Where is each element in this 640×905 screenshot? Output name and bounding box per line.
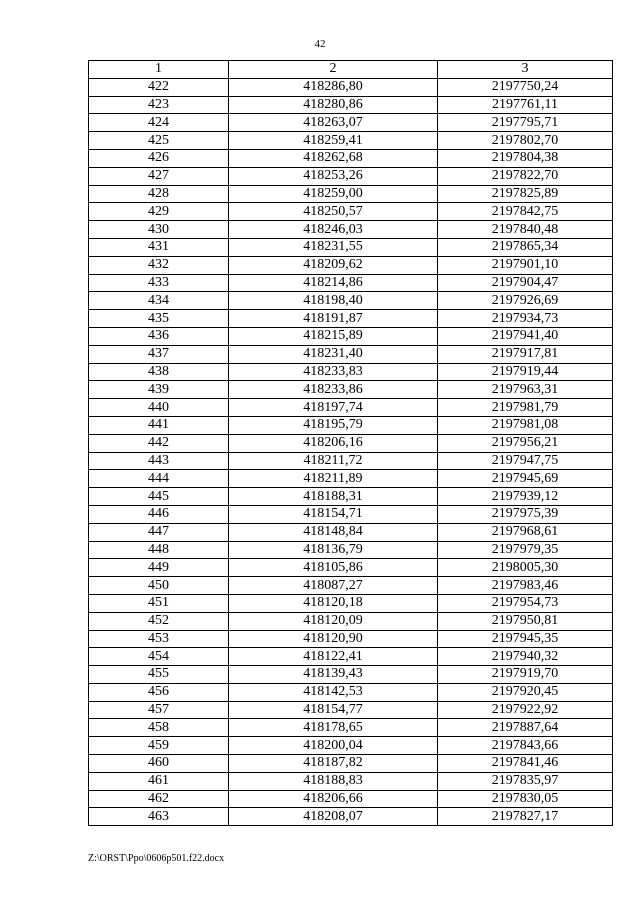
table-cell-col-1: 439 [89,381,229,399]
table-cell-col-3: 2197981,08 [438,416,613,434]
table-row [89,701,613,719]
table-cell-col-2: 418136,79 [229,541,438,559]
table-row [89,434,613,452]
table-cell-col-2: 418120,09 [229,612,438,630]
table-row [89,719,613,737]
table-cell-col-3: 2197904,47 [438,274,613,292]
table-row [89,755,613,773]
table-cell-col-2: 418233,86 [229,381,438,399]
table-header [89,61,613,79]
table-cell-col-2: 418211,89 [229,470,438,488]
table-row [89,78,613,96]
table-cell-col-2: 418178,65 [229,719,438,737]
table-cell-col-1: 430 [89,221,229,239]
table-row [89,470,613,488]
table-row [89,577,613,595]
table-row [89,96,613,114]
table-cell-col-1: 434 [89,292,229,310]
table-cell-col-1: 432 [89,256,229,274]
table-row [89,612,613,630]
table-cell-col-2: 418154,71 [229,505,438,523]
table-cell-col-3: 2197827,17 [438,808,613,826]
table-cell-col-1: 453 [89,630,229,648]
table-row [89,310,613,328]
table-cell-col-1: 456 [89,683,229,701]
table-cell-col-2: 418246,03 [229,221,438,239]
table-cell-col-3: 2197968,61 [438,523,613,541]
table-cell-col-1: 448 [89,541,229,559]
table-row [89,256,613,274]
table-cell-col-2: 418211,72 [229,452,438,470]
coordinates-table [88,60,613,826]
table-cell-col-3: 2197795,71 [438,114,613,132]
table-cell-col-3: 2197939,12 [438,488,613,506]
table-cell-col-3: 2197979,35 [438,541,613,559]
table-cell-col-1: 429 [89,203,229,221]
table-row [89,772,613,790]
table-header-row [89,61,613,79]
table-cell-col-3: 2197920,45 [438,683,613,701]
table-cell-col-1: 435 [89,310,229,328]
table-cell-col-2: 418280,86 [229,96,438,114]
table-cell-col-2: 418214,86 [229,274,438,292]
table-body [89,78,613,825]
table-cell-col-2: 418148,84 [229,523,438,541]
table-cell-col-2: 418087,27 [229,577,438,595]
table-cell-col-2: 418263,07 [229,114,438,132]
table-cell-col-3: 2197926,69 [438,292,613,310]
table-cell-col-3: 2197843,66 [438,737,613,755]
table-cell-col-2: 418105,86 [229,559,438,577]
table-cell-col-3: 2197945,35 [438,630,613,648]
table-cell-col-2: 418188,83 [229,772,438,790]
table-cell-col-1: 457 [89,701,229,719]
footer-file-path: Z:\ORST\Ppo\0606p501.f22.docx [88,853,225,864]
table-cell-col-2: 418233,83 [229,363,438,381]
table-row [89,274,613,292]
table-cell-col-3: 2197954,73 [438,594,613,612]
table-cell-col-2: 418206,16 [229,434,438,452]
table-row [89,559,613,577]
table-cell-col-2: 418286,80 [229,78,438,96]
table-cell-col-1: 440 [89,399,229,417]
table-cell-col-3: 2197919,44 [438,363,613,381]
table-cell-col-1: 447 [89,523,229,541]
table-row [89,399,613,417]
table-cell-col-1: 441 [89,416,229,434]
table-row [89,683,613,701]
table-cell-col-2: 418120,18 [229,594,438,612]
table-cell-col-3: 2197841,46 [438,755,613,773]
table-cell-col-2: 418122,41 [229,648,438,666]
table-cell-col-1: 427 [89,167,229,185]
table-row [89,292,613,310]
table-cell-col-2: 418139,43 [229,666,438,684]
table-cell-col-1: 444 [89,470,229,488]
table-cell-col-1: 455 [89,666,229,684]
table-cell-col-1: 449 [89,559,229,577]
table-row [89,345,613,363]
table-cell-col-3: 2197975,39 [438,505,613,523]
table-row [89,167,613,185]
table-row [89,327,613,345]
table-cell-col-1: 426 [89,149,229,167]
table-cell-col-2: 418206,66 [229,790,438,808]
table-cell-col-1: 433 [89,274,229,292]
table-cell-col-1: 462 [89,790,229,808]
column-header-1: 1 [89,61,229,79]
table-cell-col-3: 2197887,64 [438,719,613,737]
table-cell-col-2: 418208,07 [229,808,438,826]
table-cell-col-2: 418197,74 [229,399,438,417]
table-row [89,523,613,541]
table-row [89,666,613,684]
table-cell-col-3: 2197835,97 [438,772,613,790]
table-cell-col-2: 418154,77 [229,701,438,719]
table-row [89,648,613,666]
table-cell-col-1: 458 [89,719,229,737]
table-cell-col-3: 2197750,24 [438,78,613,96]
table-row [89,221,613,239]
table-row [89,114,613,132]
table-cell-col-1: 424 [89,114,229,132]
table-cell-col-1: 452 [89,612,229,630]
table-cell-col-2: 418262,68 [229,149,438,167]
table-cell-col-3: 2197917,81 [438,345,613,363]
table-cell-col-1: 423 [89,96,229,114]
table-cell-col-1: 446 [89,505,229,523]
table-cell-col-1: 428 [89,185,229,203]
table-cell-col-1: 443 [89,452,229,470]
table-cell-col-3: 2197941,40 [438,327,613,345]
table-cell-col-3: 2197983,46 [438,577,613,595]
table-cell-col-3: 2197842,75 [438,203,613,221]
table-cell-col-3: 2197840,48 [438,221,613,239]
table-cell-col-1: 438 [89,363,229,381]
table-cell-col-2: 418250,57 [229,203,438,221]
table-cell-col-2: 418259,00 [229,185,438,203]
table-cell-col-1: 422 [89,78,229,96]
table-cell-col-3: 2197981,79 [438,399,613,417]
table-cell-col-3: 2197956,21 [438,434,613,452]
table-cell-col-1: 436 [89,327,229,345]
table-cell-col-3: 2197802,70 [438,132,613,150]
table-cell-col-3: 2197804,38 [438,149,613,167]
table-row [89,363,613,381]
table-cell-col-3: 2197761,11 [438,96,613,114]
table-row [89,594,613,612]
table-row [89,381,613,399]
table-row [89,808,613,826]
table-cell-col-3: 2197945,69 [438,470,613,488]
column-header-3: 3 [438,61,613,79]
table-cell-col-3: 2197830,05 [438,790,613,808]
table-cell-col-2: 418259,41 [229,132,438,150]
table-cell-col-2: 418142,53 [229,683,438,701]
table-row [89,203,613,221]
table-row [89,541,613,559]
table-cell-col-3: 2197825,89 [438,185,613,203]
table-row [89,737,613,755]
table-row [89,132,613,150]
table-cell-col-1: 450 [89,577,229,595]
table-cell-col-2: 418191,87 [229,310,438,328]
table-cell-col-3: 2197901,10 [438,256,613,274]
table-row [89,488,613,506]
table-cell-col-2: 418215,89 [229,327,438,345]
table-cell-col-1: 425 [89,132,229,150]
table-cell-col-1: 461 [89,772,229,790]
table-row [89,149,613,167]
table-cell-col-3: 2197963,31 [438,381,613,399]
table-row [89,416,613,434]
table-cell-col-2: 418200,04 [229,737,438,755]
table-cell-col-1: 431 [89,238,229,256]
page-number: 42 [314,38,326,50]
table-row [89,238,613,256]
table-cell-col-2: 418209,62 [229,256,438,274]
table-cell-col-1: 454 [89,648,229,666]
table-cell-col-3: 2197934,73 [438,310,613,328]
column-header-2: 2 [229,61,438,79]
table-cell-col-2: 418198,40 [229,292,438,310]
table-cell-col-1: 463 [89,808,229,826]
table-row [89,790,613,808]
table-cell-col-2: 418253,26 [229,167,438,185]
table-cell-col-3: 2197922,92 [438,701,613,719]
table-cell-col-3: 2197950,81 [438,612,613,630]
table-row [89,452,613,470]
table-cell-col-3: 2197919,70 [438,666,613,684]
table-cell-col-2: 418188,31 [229,488,438,506]
table-cell-col-2: 418195,79 [229,416,438,434]
table-cell-col-3: 2197947,75 [438,452,613,470]
table-cell-col-3: 2197822,70 [438,167,613,185]
table-cell-col-2: 418231,40 [229,345,438,363]
table-cell-col-2: 418120,90 [229,630,438,648]
table-cell-col-1: 459 [89,737,229,755]
table-cell-col-3: 2197865,34 [438,238,613,256]
table-cell-col-1: 460 [89,755,229,773]
table-cell-col-2: 418231,55 [229,238,438,256]
table-row [89,505,613,523]
table-cell-col-2: 418187,82 [229,755,438,773]
table-cell-col-1: 451 [89,594,229,612]
table-cell-col-3: 2198005,30 [438,559,613,577]
table-row [89,630,613,648]
table-cell-col-1: 437 [89,345,229,363]
table-cell-col-1: 445 [89,488,229,506]
table-cell-col-1: 442 [89,434,229,452]
table-cell-col-3: 2197940,32 [438,648,613,666]
table-row [89,185,613,203]
